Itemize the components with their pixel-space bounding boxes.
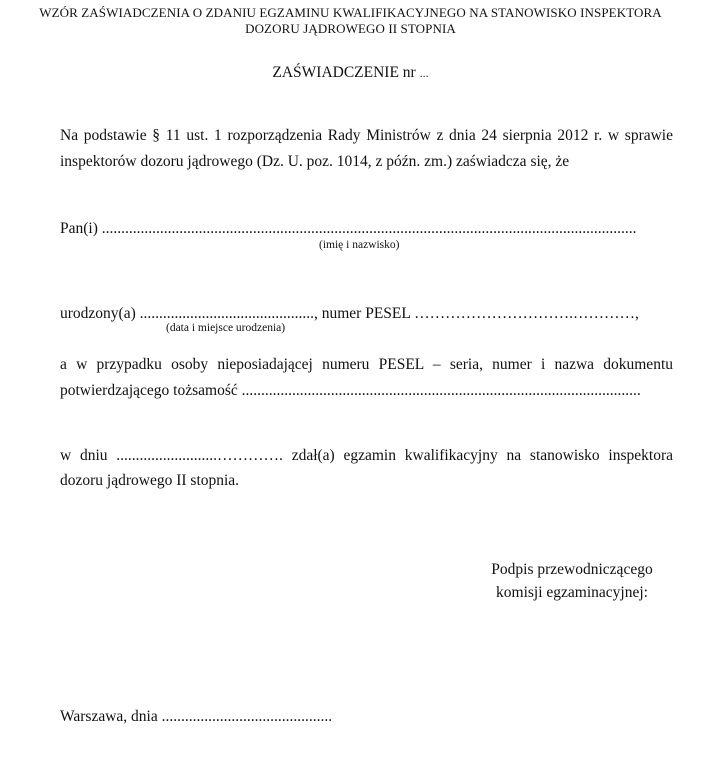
birth-caption: (data i miejsce urodzenia) [166, 322, 286, 334]
name-field-line: Pan(i) .......................................................................................................................................... [60, 220, 637, 237]
exam-line-2: dozoru jądrowego II stopnia. [60, 472, 240, 489]
signature-label-line-2: komisji egzaminacyjnej: [496, 584, 648, 601]
intro-line-1: Na podstawie § 11 ust. 1 rozporządzenia Rady Ministrów z dnia 24 sierpnia 2012 r. w sprawie [60, 127, 673, 144]
title-number-placeholder: ... [419, 66, 429, 80]
identity-line-2: potwierdzającego tożsamość ....................................................................................................... [60, 382, 641, 399]
exam-line-1: w dniu ..........................…………. zdał(a) egzamin kwalifikacyjny na stanowisko inspektora [60, 447, 673, 464]
name-field-caption: (imię i nazwisko) [319, 239, 400, 251]
place-date-line: Warszawa, dnia ............................................ [60, 708, 333, 725]
title-text: ZAŚWIADCZENIE nr [272, 64, 416, 81]
signature-label-line-1: Podpis przewodniczącego [491, 561, 653, 578]
intro-line-2: inspektorów dozoru jądrowego (Dz. U. poz. 1014, z późn. zm.) zaświadcza się, że [60, 153, 570, 170]
header-line-1: WZÓR ZAŚWIADCZENIA O ZDANIU EGZAMINU KWALIFIKACYJNEGO NA STANOWISKO INSPEKTORA [39, 5, 662, 20]
document-title [0, 64, 701, 82]
header-line-2: DOZORU JĄDROWEGO II STOPNIA [245, 21, 456, 36]
identity-line-1: a w przypadku osoby nieposiadającej numeru PESEL – seria, numer i nazwa dokumentu [60, 356, 673, 373]
birth-pesel-line: urodzony(a) ............................................., numer PESEL ………………………….…………, [60, 305, 639, 322]
